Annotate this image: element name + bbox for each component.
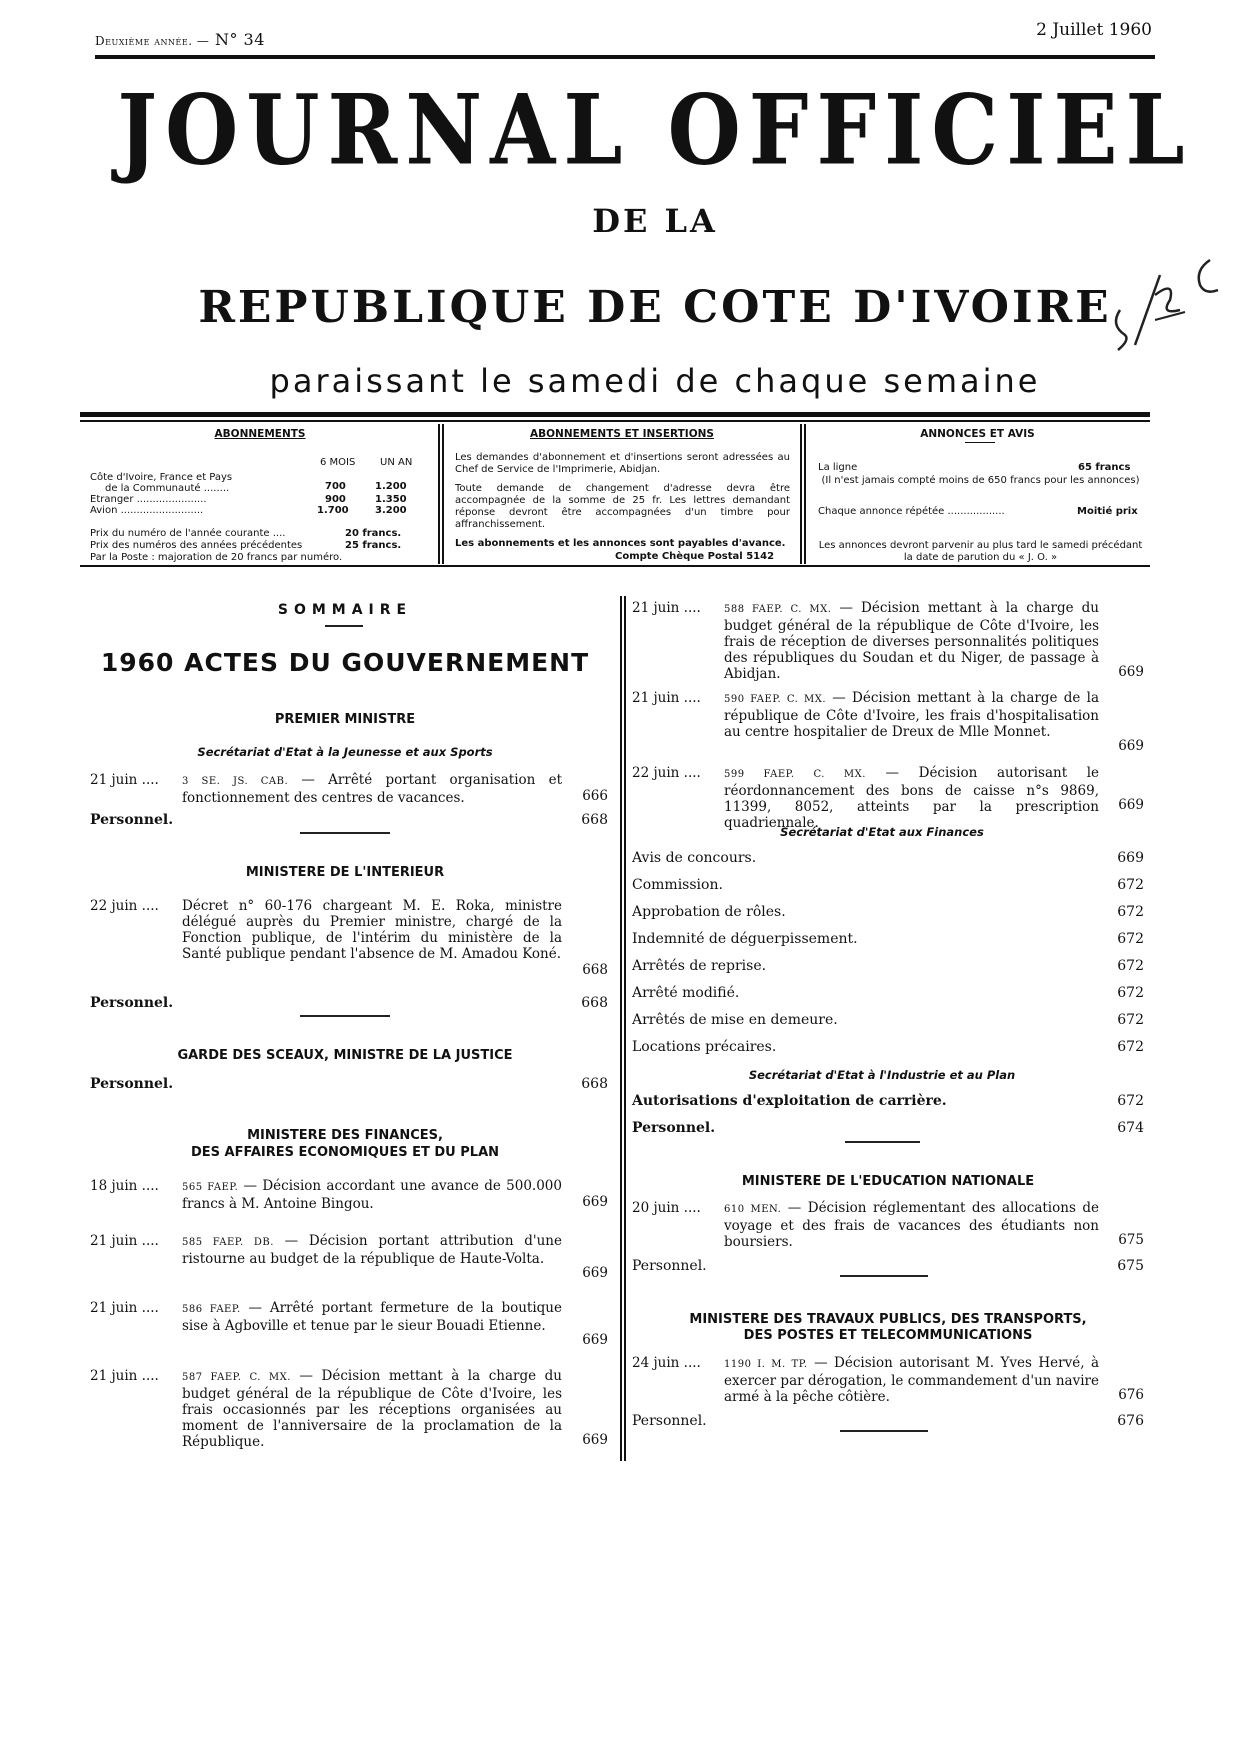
insertions-p2: Toute demande de changement d'adresse devra être accompagnée de la somme de 25 fr. Les lettres demandant réponse devront être accompagnées d'un timbre pour affranchissement. bbox=[455, 483, 790, 530]
entry-label: Personnel. bbox=[632, 1258, 707, 1274]
entry-text bbox=[724, 1355, 1099, 1405]
list-item bbox=[632, 690, 1144, 758]
annonces-line-label: La ligne bbox=[818, 462, 858, 473]
box-divider-2b bbox=[804, 424, 806, 564]
note-label: Par la Poste : majoration de 20 francs par numéro. bbox=[90, 552, 343, 563]
issue-year bbox=[95, 30, 265, 49]
annonces-repeat-label: Chaque annonce répétée .................. bbox=[818, 506, 1005, 517]
entry-page: 672 bbox=[1117, 1039, 1144, 1055]
entry-body: — Arrêté portant fermeture de la boutique sise à Agboville et tenue par le sieur Bouadi Etienne. bbox=[182, 1300, 562, 1334]
separator bbox=[300, 832, 390, 834]
acts-year: 1960 bbox=[100, 648, 175, 677]
list-item bbox=[632, 985, 1144, 1001]
entry-date: 24 juin .... bbox=[632, 1355, 701, 1371]
entry-label: Locations précaires. bbox=[632, 1039, 777, 1055]
entry-code: 588 FAEP. C. MX. bbox=[724, 604, 832, 615]
entry-page: 668 bbox=[581, 1076, 608, 1092]
box-top-thin-rule bbox=[80, 420, 1150, 422]
entry-text bbox=[182, 772, 562, 806]
finances-heading-1: MINISTERE DES FINANCES, bbox=[247, 1128, 443, 1143]
entry-page: 672 bbox=[1117, 931, 1144, 947]
entry-date: 20 juin .... bbox=[632, 1200, 701, 1216]
entry-text: Décret n° 60-176 chargeant M. E. Roka, ministre délégué auprès du Premier ministre, chargé de la Fonction publique, de l'intérim du ministère de la Santé publique pendant l'absence de M. Amadou Koné. bbox=[182, 898, 562, 962]
entry-page: 669 bbox=[582, 1432, 608, 1448]
entry-body: — Décision autorisant le réordonnancement des bons de caisse n°s 9869, 11399, 8052, atteints par la prescription quadriennale. bbox=[724, 765, 1099, 831]
list-item bbox=[90, 1076, 608, 1092]
entry-date: 21 juin .... bbox=[632, 690, 701, 706]
list-item bbox=[632, 1120, 1144, 1136]
top-rule bbox=[95, 55, 1155, 59]
education-heading: MINISTERE DE L'EDUCATION NATIONALE bbox=[741, 1174, 1035, 1189]
entry-page: 674 bbox=[1117, 1120, 1144, 1136]
entry-code: 590 FAEP. C. MX. bbox=[724, 694, 827, 705]
entry-page: 676 bbox=[1118, 1387, 1144, 1403]
issue-number: N° 34 bbox=[214, 30, 265, 49]
list-item bbox=[632, 600, 1144, 684]
entry-label: Indemnité de déguerpissement. bbox=[632, 931, 858, 947]
insertions-p3: Les abonnements et les annonces sont payables d'avance. bbox=[455, 538, 786, 549]
entry-code: 599 FAEP. C. MX. bbox=[724, 769, 866, 780]
entry-text bbox=[182, 1178, 562, 1212]
separator bbox=[300, 1015, 390, 1017]
entry-body: — Décision mettant à la charge de la république de Côte d'Ivoire, les frais d'hospitalisation au centre hospitalier de Dreux de Mlle Monnet. bbox=[724, 690, 1100, 740]
entry-page: 669 bbox=[582, 1194, 608, 1210]
list-item bbox=[632, 904, 1144, 920]
col-1-year: UN AN bbox=[380, 457, 413, 468]
list-item bbox=[632, 1093, 1144, 1109]
entry-code: 585 FAEP. DB. bbox=[182, 1237, 274, 1248]
annonces-heading: ANNONCES ET AVIS bbox=[920, 428, 1035, 440]
list-item bbox=[632, 1200, 1144, 1252]
entry-code: 565 FAEP. bbox=[182, 1182, 239, 1193]
entry-page: 669 bbox=[1118, 797, 1144, 813]
col-6-months: 6 MOIS bbox=[320, 457, 356, 468]
list-item bbox=[632, 1012, 1144, 1028]
entry-text bbox=[182, 1233, 562, 1267]
entry-page: 675 bbox=[1117, 1258, 1144, 1274]
sommaire-rule bbox=[325, 625, 363, 627]
entry-label: Approbation de rôles. bbox=[632, 904, 786, 920]
acts-title bbox=[90, 648, 600, 677]
entry-label: Personnel. bbox=[90, 1076, 174, 1092]
entry-date: 22 juin .... bbox=[632, 765, 701, 781]
entry-page: 672 bbox=[1117, 1093, 1144, 1109]
sub-row-six: 1.700 bbox=[317, 505, 349, 516]
list-item bbox=[632, 850, 1144, 866]
entry-code: 587 FAEP. C. MX. bbox=[182, 1372, 291, 1383]
entry-date: 21 juin .... bbox=[90, 772, 159, 788]
entry-text bbox=[182, 1368, 562, 1450]
list-item bbox=[90, 995, 608, 1011]
list-item bbox=[90, 898, 608, 980]
entry-label: Personnel. bbox=[90, 995, 174, 1011]
annonces-heading-rule bbox=[965, 442, 995, 443]
entry-page: 669 bbox=[1118, 738, 1144, 754]
issue-date: 2 Juillet 1960 bbox=[1036, 20, 1152, 40]
entry-label: Personnel. bbox=[90, 812, 174, 828]
entry-date: 21 juin .... bbox=[90, 1300, 159, 1316]
finances-heading-2: DES AFFAIRES ECONOMIQUES ET DU PLAN bbox=[190, 1145, 500, 1160]
entry-text bbox=[724, 765, 1099, 831]
sub-row-six: 900 bbox=[325, 494, 346, 505]
entry-code: 586 FAEP. bbox=[182, 1304, 241, 1315]
entry-label: Avis de concours. bbox=[632, 850, 757, 866]
entry-page: 669 bbox=[1117, 850, 1144, 866]
list-item bbox=[632, 1039, 1144, 1055]
note-value: 20 francs. bbox=[345, 528, 402, 539]
sub-row-year: 1.200 bbox=[375, 481, 407, 492]
entry-page: 669 bbox=[1118, 664, 1144, 680]
note-label: Prix du numéro de l'année courante .... bbox=[90, 528, 286, 539]
entry-label: Commission. bbox=[632, 877, 723, 893]
entry-code: 610 MEN. bbox=[724, 1204, 782, 1215]
entry-label: Arrêtés de mise en demeure. bbox=[632, 1012, 838, 1028]
premier-ministre-heading: PREMIER MINISTRE bbox=[274, 712, 416, 727]
entry-label: Personnel. bbox=[632, 1120, 716, 1136]
industrie-heading: Secrétariat d'Etat à l'Industrie et au Plan bbox=[748, 1068, 1016, 1082]
note-value: 25 francs. bbox=[345, 540, 402, 551]
entry-date: 21 juin .... bbox=[90, 1368, 159, 1384]
box-divider-1 bbox=[438, 424, 440, 564]
insertions-ccp: Compte Chèque Postal 5142 bbox=[615, 551, 775, 562]
sub-row-label2: de la Communauté ........ bbox=[105, 483, 230, 494]
annonces-repeat-value: Moitié prix bbox=[1077, 506, 1138, 517]
annonces-line-note: (Il n'est jamais compté moins de 650 francs pour les annonces) bbox=[821, 475, 1140, 486]
entry-page: 672 bbox=[1117, 904, 1144, 920]
entry-text bbox=[182, 1300, 562, 1334]
entry-page: 669 bbox=[582, 1332, 608, 1348]
entry-body: — Arrêté portant organisation et fonctionnement des centres de vacances. bbox=[182, 772, 562, 806]
masthead-de-la: DE LA bbox=[592, 202, 718, 240]
entry-body: — Décision mettant à la charge du budget général de la république de Côte d'Ivoire, les frais de réception de diverses personnalités politiques des républiques du Soudan et du Niger, de passage à Abidjan. bbox=[724, 600, 1100, 682]
box-bottom-rule bbox=[80, 565, 1150, 567]
sub-row-year: 3.200 bbox=[375, 505, 407, 516]
entry-body: — Décision réglementant des allocations de voyage et des frais de vacances des étudiants non boursiers. bbox=[724, 1200, 1099, 1250]
travaux-heading-1: MINISTERE DES TRAVAUX PUBLICS, DES TRANSPORTS, bbox=[689, 1312, 1087, 1327]
masthead-republic: REPUBLIQUE DE COTE D'IVOIRE bbox=[198, 282, 1112, 333]
list-item bbox=[90, 1300, 608, 1352]
sub-row-six: 700 bbox=[325, 481, 346, 492]
entry-label: Arrêtés de reprise. bbox=[632, 958, 767, 974]
annonces-line-price: 65 francs bbox=[1078, 462, 1131, 473]
separator bbox=[840, 1430, 928, 1432]
entry-label: Personnel. bbox=[632, 1413, 707, 1429]
entry-page: 668 bbox=[581, 995, 608, 1011]
entry-date: 21 juin .... bbox=[632, 600, 701, 616]
list-item bbox=[632, 877, 1144, 893]
list-item bbox=[90, 1233, 608, 1285]
travaux-heading-2: DES POSTES ET TELECOMMUNICATIONS bbox=[743, 1328, 1033, 1343]
separator bbox=[845, 1141, 920, 1143]
box-divider-1b bbox=[442, 424, 444, 564]
insertions-heading: ABONNEMENTS ET INSERTIONS bbox=[530, 428, 714, 440]
list-item bbox=[632, 931, 1144, 947]
annonces-deadline: Les annonces devront parvenir au plus tard le samedi précédant la date de parution du « J. O. » bbox=[818, 540, 1143, 563]
finances-secretariat-heading: Secrétariat d'Etat aux Finances bbox=[780, 825, 984, 839]
list-item bbox=[90, 772, 608, 808]
list-item bbox=[632, 1413, 1144, 1429]
sub-row-label: Côte d'Ivoire, France et Pays bbox=[90, 472, 233, 483]
entry-body: — Décision autorisant M. Yves Hervé, à exercer par dérogation, le commandement d'un navire armé à la pêche côtière. bbox=[724, 1355, 1100, 1405]
entry-page: 672 bbox=[1117, 958, 1144, 974]
column-divider-b bbox=[624, 596, 626, 1461]
entry-page: 672 bbox=[1117, 877, 1144, 893]
masthead-subtitle: paraissant le samedi de chaque semaine bbox=[269, 362, 1041, 400]
masthead-title: JOURNAL OFFICIEL bbox=[117, 72, 1193, 187]
entry-page: 672 bbox=[1117, 985, 1144, 1001]
entry-code: 1190 I. M. TP. bbox=[724, 1359, 808, 1370]
entry-page: 672 bbox=[1117, 1012, 1144, 1028]
column-divider bbox=[620, 596, 622, 1461]
box-divider-2 bbox=[800, 424, 802, 564]
entry-body: — Décision accordant une avance de 500.000 francs à M. Antoine Bingou. bbox=[182, 1178, 562, 1212]
list-item bbox=[632, 1355, 1144, 1407]
entry-date: 21 juin .... bbox=[90, 1233, 159, 1249]
jeunesse-heading: Secrétariat d'Etat à la Jeunesse et aux Sports bbox=[197, 745, 493, 759]
note-label: Prix des numéros des années précédentes bbox=[90, 540, 303, 551]
entry-page: 668 bbox=[582, 962, 608, 978]
sub-row-label: Etranger ...................... bbox=[90, 494, 207, 505]
entry-page: 676 bbox=[1117, 1413, 1144, 1429]
entry-body: — Décision portant attribution d'une ristourne au budget de la république de Haute-Volta. bbox=[182, 1233, 562, 1267]
list-item bbox=[90, 1368, 608, 1452]
list-item bbox=[632, 958, 1144, 974]
handwritten-annotation bbox=[1100, 250, 1230, 360]
list-item bbox=[632, 1258, 1144, 1274]
entry-body: — Décision mettant à la charge du budget général de la république de Côte d'Ivoire, les frais occasionnés par les réceptions organisées au moment de l'anniversaire de la proclamation de la République. bbox=[182, 1368, 563, 1450]
sommaire-heading: SOMMAIRE bbox=[277, 602, 413, 618]
entry-label: Autorisations d'exploitation de carrière. bbox=[632, 1093, 947, 1109]
interieur-heading: MINISTERE DE L'INTERIEUR bbox=[245, 865, 445, 880]
sub-row-label: Avion .......................... bbox=[90, 505, 204, 516]
entry-label: Arrêté modifié. bbox=[632, 985, 740, 1001]
entry-text bbox=[724, 600, 1099, 682]
entry-date: 18 juin .... bbox=[90, 1178, 159, 1194]
list-item bbox=[90, 812, 608, 828]
subscriptions-heading: ABONNEMENTS bbox=[214, 428, 306, 440]
justice-heading: GARDE DES SCEAUX, MINISTRE DE LA JUSTICE bbox=[177, 1048, 513, 1063]
separator bbox=[840, 1275, 928, 1277]
entry-page: 668 bbox=[581, 812, 608, 828]
list-item bbox=[632, 765, 1144, 831]
entry-text bbox=[724, 690, 1099, 740]
entry-page: 675 bbox=[1118, 1232, 1144, 1248]
insertions-p1: Les demandes d'abonnement et d'insertions seront adressées au Chef de Service de l'Imprimerie, Abidjan. bbox=[455, 452, 790, 475]
sub-row-year: 1.350 bbox=[375, 494, 407, 505]
entry-page: 666 bbox=[582, 788, 608, 804]
entry-page: 669 bbox=[582, 1265, 608, 1281]
list-item bbox=[90, 1178, 608, 1214]
entry-code: 3 SE. JS. CAB. bbox=[182, 776, 289, 787]
entry-date: 22 juin .... bbox=[90, 898, 159, 914]
entry-text bbox=[724, 1200, 1099, 1250]
year-label: Deuxième année. — bbox=[95, 34, 210, 48]
box-top-rule bbox=[80, 412, 1150, 417]
acts-label: ACTES DU GOUVERNEMENT bbox=[184, 648, 590, 677]
